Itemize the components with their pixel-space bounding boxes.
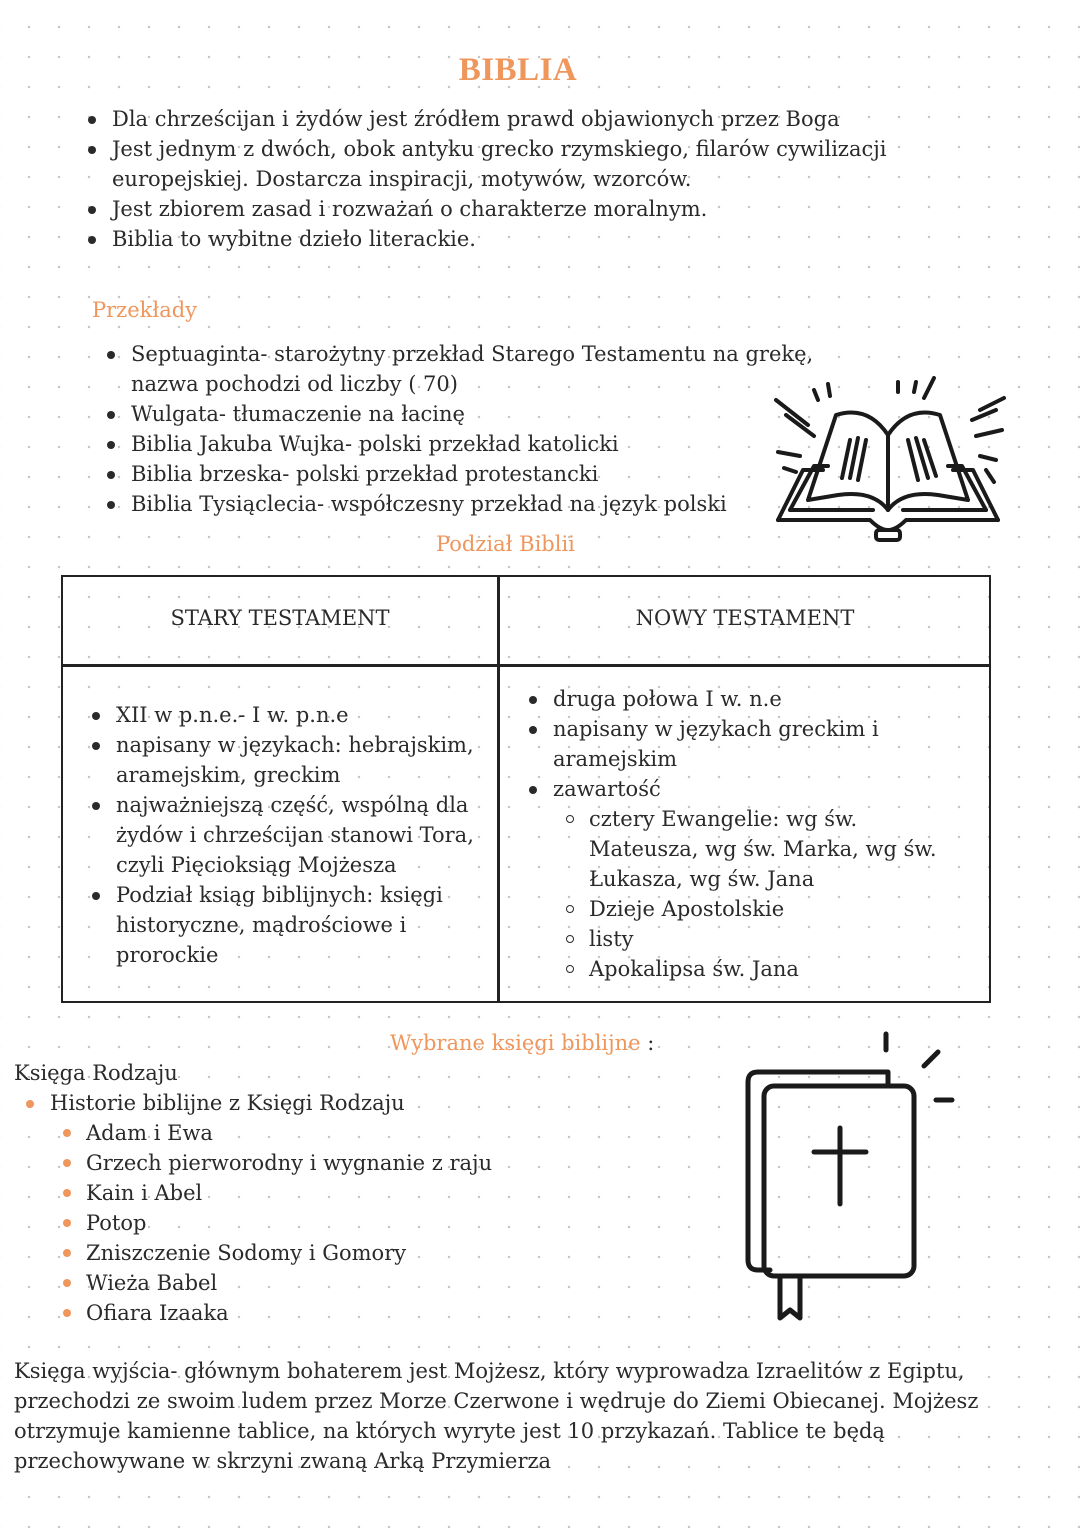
division-heading: Podział Biblii [436, 532, 575, 556]
selected-heading: Wybrane księgi biblijne [390, 1031, 641, 1055]
list-item: Jest zbiorem zasad i rozważań o charakterze moralnym. [86, 194, 916, 224]
list-item: listy [563, 924, 937, 954]
contents-list [563, 804, 937, 984]
new-testament-header: NOWY TESTAMENT [635, 606, 855, 630]
list-item: Biblia Jakuba Wujka- polski przekład katolicki [105, 429, 835, 459]
page-title: BIBLIA [458, 52, 578, 88]
translations-heading: Przekłady [92, 298, 198, 322]
list-item: Wulgata- tłumaczenie na łacinę [105, 399, 835, 429]
list-item: napisany w językach greckim i aramejskim [527, 714, 937, 774]
list-item: XII w p.n.e.- I w. p.n.e [90, 700, 484, 730]
list-item: Apokalipsa św. Jana [563, 954, 937, 984]
old-testament-list [90, 700, 484, 970]
new-testament-list [527, 684, 937, 984]
list-item: Biblia brzeska- polski przekład protestancki [105, 459, 835, 489]
table-divider [61, 664, 991, 667]
list-item: Wieża Babel [60, 1268, 544, 1298]
list-item: napisany w językach: hebrajskim, aramejskim, greckim [90, 730, 484, 790]
list-item [527, 774, 937, 984]
genesis-bullet: Historie biblijne z Księgi Rodzaju [50, 1091, 405, 1115]
list-item: najważniejszą część, wspólną dla żydów i chrześcijan stanowi Tora, czyli Pięcioksiąg Mojżesza [90, 790, 484, 880]
list-item [24, 1088, 544, 1328]
list-item: Kain i Abel [60, 1178, 544, 1208]
translations-list [105, 339, 835, 519]
list-item: cztery Ewangelie: wg św. Mateusza, wg św. Marka, wg św. Łukasza, wg św. Jana [563, 804, 937, 894]
list-item: druga połowa I w. n.e [527, 684, 937, 714]
list-item: Biblia Tysiąclecia- współczesny przekład na język polski [105, 489, 835, 519]
open-book-icon [758, 370, 1018, 555]
selected-heading-colon: : [647, 1031, 655, 1055]
intro-list [86, 104, 916, 254]
selected-heading-row [390, 1028, 654, 1058]
list-item: Dla chrześcijan i żydów jest źródłem prawd objawionych przez Boga [86, 104, 916, 134]
contents-label: zawartość [553, 777, 661, 801]
list-item: Podział ksiąg biblijnych: księgi historyczne, mądrościowe i prorockie [90, 880, 484, 970]
genesis-title: Księga Rodzaju [14, 1061, 178, 1085]
exodus-paragraph: Księga wyjścia- głównym bohaterem jest Mojżesz, który wyprowadza Izraelitów z Egiptu, przechodzi ze swoim ludem przez Morze Czerwone i wędruje do Ziemi Obiecanej. Mojżesz otrzymuje kamienne tablice, na których wyryte jest 10 przykazań. Tablice te będą przechowywane w skrzyni zwaną Arką Przymierza [14, 1359, 979, 1473]
list-item: Adam i Ewa [60, 1118, 544, 1148]
list-item: Potop [60, 1208, 544, 1238]
old-testament-header: STARY TESTAMENT [170, 606, 390, 630]
list-item: Jest jednym z dwóch, obok antyku grecko rzymskiego, filarów cywilizacji europejskiej. Dostarcza inspiracji, motywów, wzorców. [86, 134, 916, 194]
list-item: Septuaginta- starożytny przekład Starego Testamentu na grekę, nazwa pochodzi od liczby ( 70) [105, 339, 835, 399]
table-divider [497, 575, 500, 1003]
list-item: Biblia to wybitne dzieło literackie. [86, 224, 916, 254]
list-item: Ofiara Izaaka [60, 1298, 544, 1328]
bible-icon [738, 1028, 968, 1328]
list-item: Zniszczenie Sodomy i Gomory [60, 1238, 544, 1268]
list-item: Dzieje Apostolskie [563, 894, 937, 924]
list-item: Grzech pierworodny i wygnanie z raju [60, 1148, 544, 1178]
genesis-list [24, 1088, 544, 1328]
stories-list [60, 1118, 544, 1328]
